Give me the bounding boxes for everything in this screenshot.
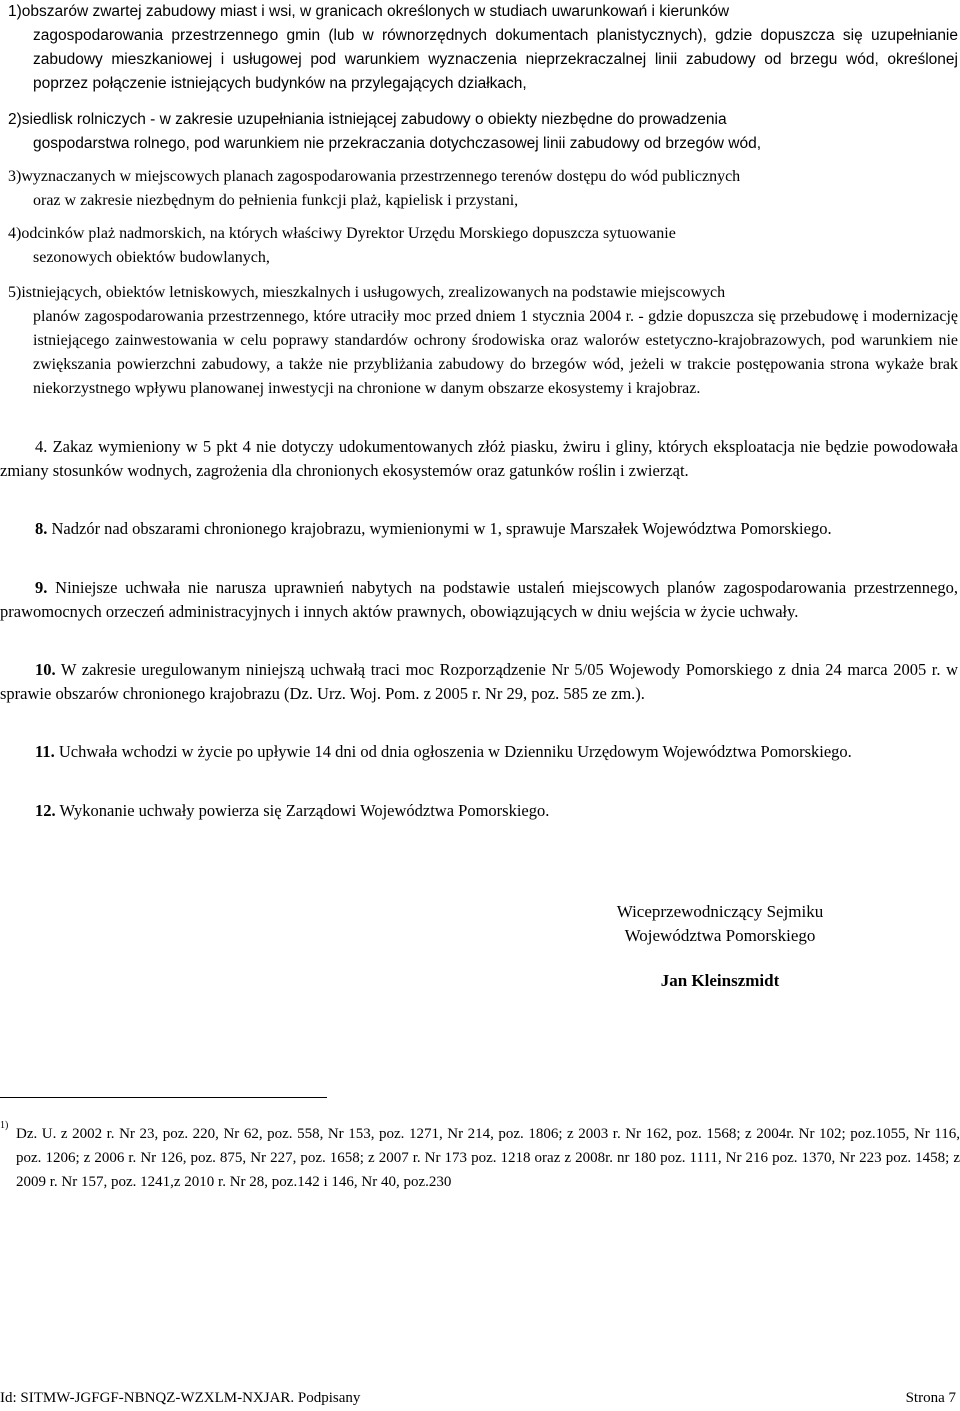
paragraph <box>0 576 958 624</box>
footnote-mark: 1) <box>0 1120 9 1131</box>
list-item-first-line: wyznaczanych w miejscowych planach zagospodarowania przestrzennego terenów dostępu do wód publicznych <box>21 168 741 185</box>
list-item-number: 3) <box>8 168 22 185</box>
paragraph-text: Zakaz wymieniony w 5 pkt 4 nie dotyczy udokumentowanych złóż piasku, żwiru i gliny, których eksploatacja nie będzie powodowała zmiany stosunków wodnych, zagrożenia dla chronionych ekosystemów oraz gatunków roślin i zwierząt. <box>0 437 958 480</box>
list-item-body: planów zagospodarowania przestrzennego, które utraciły moc przed dniem 1 stycznia 2004 r. - gdzie dopuszcza się przebudowę i modernizację istniejącego zainwestowania w celu poprawy standardów ochrony środowiska oraz walorów estetyczno-krajobrazowych, pod warunkiem nie zwiększania powierzchni zabudowy, a także nie przybliżania zabudowy do brzegów wód, jeżeli w trakcie postępowania strona wykaże brak niekorzystnego wpływu planowanej inwestycji na chronione w danym obszarze ekosystemy i krajobraz. <box>33 308 958 397</box>
list-item <box>8 222 958 270</box>
list-item-first-line: siedlisk rolniczych - w zakresie uzupełniania istniejącej zabudowy o obiekty niezbędne do prowadzenia <box>21 111 727 128</box>
list-item-first-line: istniejących, obiektów letniskowych, mieszkalnych i usługowych, zrealizowanych na podstawie miejscowych <box>21 284 726 301</box>
paragraph-text: Nadzór nad obszarami chronionego krajobrazu, wymienionymi w 1, sprawuje Marszałek Województwa Pomorskiego. <box>47 519 832 538</box>
list-item <box>8 0 958 96</box>
paragraph <box>0 658 958 706</box>
list-item-first-line: obszarów zwartej zabudowy miast i wsi, w granicach określonych w studiach uwarunkowań i kierunków <box>21 3 730 20</box>
list-item-body: oraz w zakresie niezbędnym do pełnienia funkcji plaż, kąpielisk i przystani, <box>33 192 519 209</box>
list-item-number: 1) <box>8 3 22 20</box>
paragraph <box>0 517 958 541</box>
list-item <box>8 165 958 213</box>
paragraph <box>0 435 958 483</box>
list-item-body: zagospodarowania przestrzennego gmin (lub w równorzędnych dokumentach planistycznych), gdzie dopuszcza się uzupełnianie zabudowy mieszkaniowej i usługowej pod warunkiem wyznaczenia nieprzekraczalnej linii zabudowy od brzegu wód, określonej poprzez połączenie istniejących budynków na przylegających działkach, <box>33 27 958 92</box>
list-item-number: 4) <box>8 225 22 242</box>
list-item <box>8 281 958 401</box>
paragraph-text: Uchwała wchodzi w życie po upływie 14 dni od dnia ogłoszenia w Dzienniku Urzędowym Województwa Pomorskiego. <box>54 742 852 761</box>
signature-name: Jan Kleinszmidt <box>660 971 780 990</box>
paragraph-number: 10. <box>35 660 56 679</box>
signature-title-line1: Wiceprzewodniczący Sejmiku <box>616 902 824 921</box>
paragraph-number: 12. <box>35 801 56 820</box>
paragraph-number: 11. <box>35 742 55 761</box>
list-item-first-line: odcinków plaż nadmorskich, na których właściwy Dyrektor Urzędu Morskiego dopuszcza sytuowanie <box>21 225 676 242</box>
paragraph-number: 4. <box>35 437 48 456</box>
signature-title-line2: Województwa Pomorskiego <box>624 926 816 945</box>
signature-title <box>560 900 880 948</box>
list-item-number: 5) <box>8 284 22 301</box>
footnote-separator <box>0 1097 327 1098</box>
paragraph <box>0 740 958 764</box>
list-item <box>8 108 958 156</box>
list-item-body: gospodarstwa rolnego, pod warunkiem nie przekraczania dotychczasowej linii zabudowy od brzegów wód, <box>33 135 762 152</box>
footnote <box>0 1122 960 1194</box>
list-item-number: 2) <box>8 111 22 128</box>
page-number: Strona 7 <box>905 1390 956 1406</box>
paragraph-text: W zakresie uregulowanym niniejszą uchwałą traci moc Rozporządzenie Nr 5/05 Wojewody Pomorskiego z dnia 24 marca 2005 r. w sprawie obszarów chronionego krajobrazu (Dz. Urz. Woj. Pom. z 2005 r. Nr 29, poz. 585 ze zm.). <box>0 660 958 703</box>
paragraph-text: Wykonanie uchwały powierza się Zarządowi Województwa Pomorskiego. <box>55 801 550 820</box>
paragraph <box>0 799 958 823</box>
paragraph-number: 8. <box>35 519 48 538</box>
paragraph-number: 9. <box>35 578 48 597</box>
footnote-text: Dz. U. z 2002 r. Nr 23, poz. 220, Nr 62, poz. 558, Nr 153, poz. 1271, Nr 214, poz. 1806; z 2003 r. Nr 162, poz. 1568; z 2004r. Nr 102; poz.1055, Nr 116, poz. 1206; z 2006 r. Nr 126, poz. 875, Nr 227, poz. 1658; z 2007 r. Nr 173 poz. 1218 oraz z 2008r. nr 180 poz. 1111, Nr 216 poz. 1370, Nr 223 poz. 1458; z 2009 r. Nr 157, poz. 1241,z 2010 r. Nr 28, poz.142 i 146, Nr 40, poz.230 <box>16 1126 960 1190</box>
list-item-body: sezonowych obiektów budowlanych, <box>33 249 270 266</box>
paragraph-text: Niniejsze uchwała nie narusza uprawnień nabytych na podstawie ustaleń miejscowych planów zagospodarowania przestrzennego, prawomocnych orzeczeń administracyjnych i innych aktów prawnych, obowiązujących w dniu wejścia w życie uchwały. <box>0 578 958 621</box>
document-id: Id: SITMW-JGFGF-NBNQZ-WZXLM-NXJAR. Podpisany <box>0 1390 361 1406</box>
